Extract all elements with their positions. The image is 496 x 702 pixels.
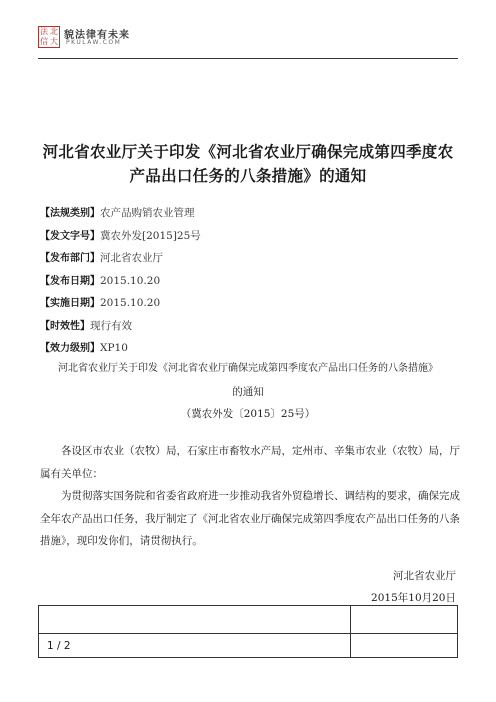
metadata-list [40, 205, 460, 363]
footer-row-top [39, 606, 457, 634]
meta-effective-date [40, 295, 460, 318]
seal-char: 信 [40, 37, 48, 46]
meta-category [40, 205, 460, 228]
header-divider [38, 58, 458, 59]
seal-char: 北 [50, 27, 58, 36]
title-line-1: 河北省农业厅关于印发《河北省农业厅确保完成第四季度农 [42, 143, 454, 161]
seal-char: 大 [50, 37, 58, 46]
meta-department [40, 250, 460, 273]
page-indicator: 1 / 2 [47, 640, 71, 652]
footer-column-divider [350, 606, 351, 657]
seal-char: 法 [40, 27, 48, 36]
meta-value: XP10 [100, 342, 128, 354]
footer-table [38, 605, 458, 658]
signature-date: 2015年10月20日 [371, 592, 456, 604]
pkulaw-seal-logo [38, 26, 60, 48]
meta-label: 【效力级别】 [40, 343, 100, 354]
meta-label: 【发布日期】 [40, 275, 100, 287]
meta-publish-date [40, 273, 460, 296]
body-heading-line-2: 的通知 [232, 386, 264, 398]
meta-value: 农产品购销农业管理 [100, 207, 195, 219]
meta-label: 【发文字号】 [40, 230, 100, 242]
meta-doc-number [40, 228, 460, 251]
title-line-2: 产品出口任务的八条措施》的通知 [129, 167, 367, 185]
meta-value: 河北省农业厅 [100, 252, 163, 264]
brand-slogan: 貌法律有未来 [64, 30, 130, 41]
body-doc-number: （冀农外发〔2015〕25号） [180, 408, 316, 420]
signature-org: 河北省农业厅 [393, 570, 456, 582]
meta-value: 2015.10.20 [100, 297, 161, 309]
meta-validity [40, 318, 460, 341]
body-paragraph-main: 为贯彻落实国务院和省委省政府进一步推动我省外贸稳增长、调结构的要求，确保完成全年农产品出口任务，我厅制定了《河北省农业厅确保完成第四季度农产品出口任务的八条措施》，现印发你们，请贯彻执行。 [40, 490, 460, 547]
body-paragraph-recipients: 各设区市农业（农牧）局，石家庄市畜牧水产局，定州市、辛集市农业（农牧）局，厅属有关单位： [40, 445, 460, 480]
body-heading-line-1: 河北省农业厅关于印发《河北省农业厅确保完成第四季度农产品出口任务的八条措施》 [58, 363, 438, 374]
meta-label: 【实施日期】 [40, 298, 100, 309]
site-domain: PKULAW.COM [66, 39, 122, 46]
document-title [40, 140, 456, 188]
meta-value: 2015.10.20 [100, 274, 161, 287]
meta-label: 【时效性】 [40, 320, 90, 332]
meta-value: 现行有效 [90, 319, 132, 332]
meta-value: 冀农外发[2015]25号 [100, 229, 201, 242]
meta-label: 【发布部门】 [40, 253, 100, 264]
meta-level [40, 340, 460, 363]
meta-label: 【法规类别】 [40, 208, 100, 219]
site-header [38, 24, 458, 64]
